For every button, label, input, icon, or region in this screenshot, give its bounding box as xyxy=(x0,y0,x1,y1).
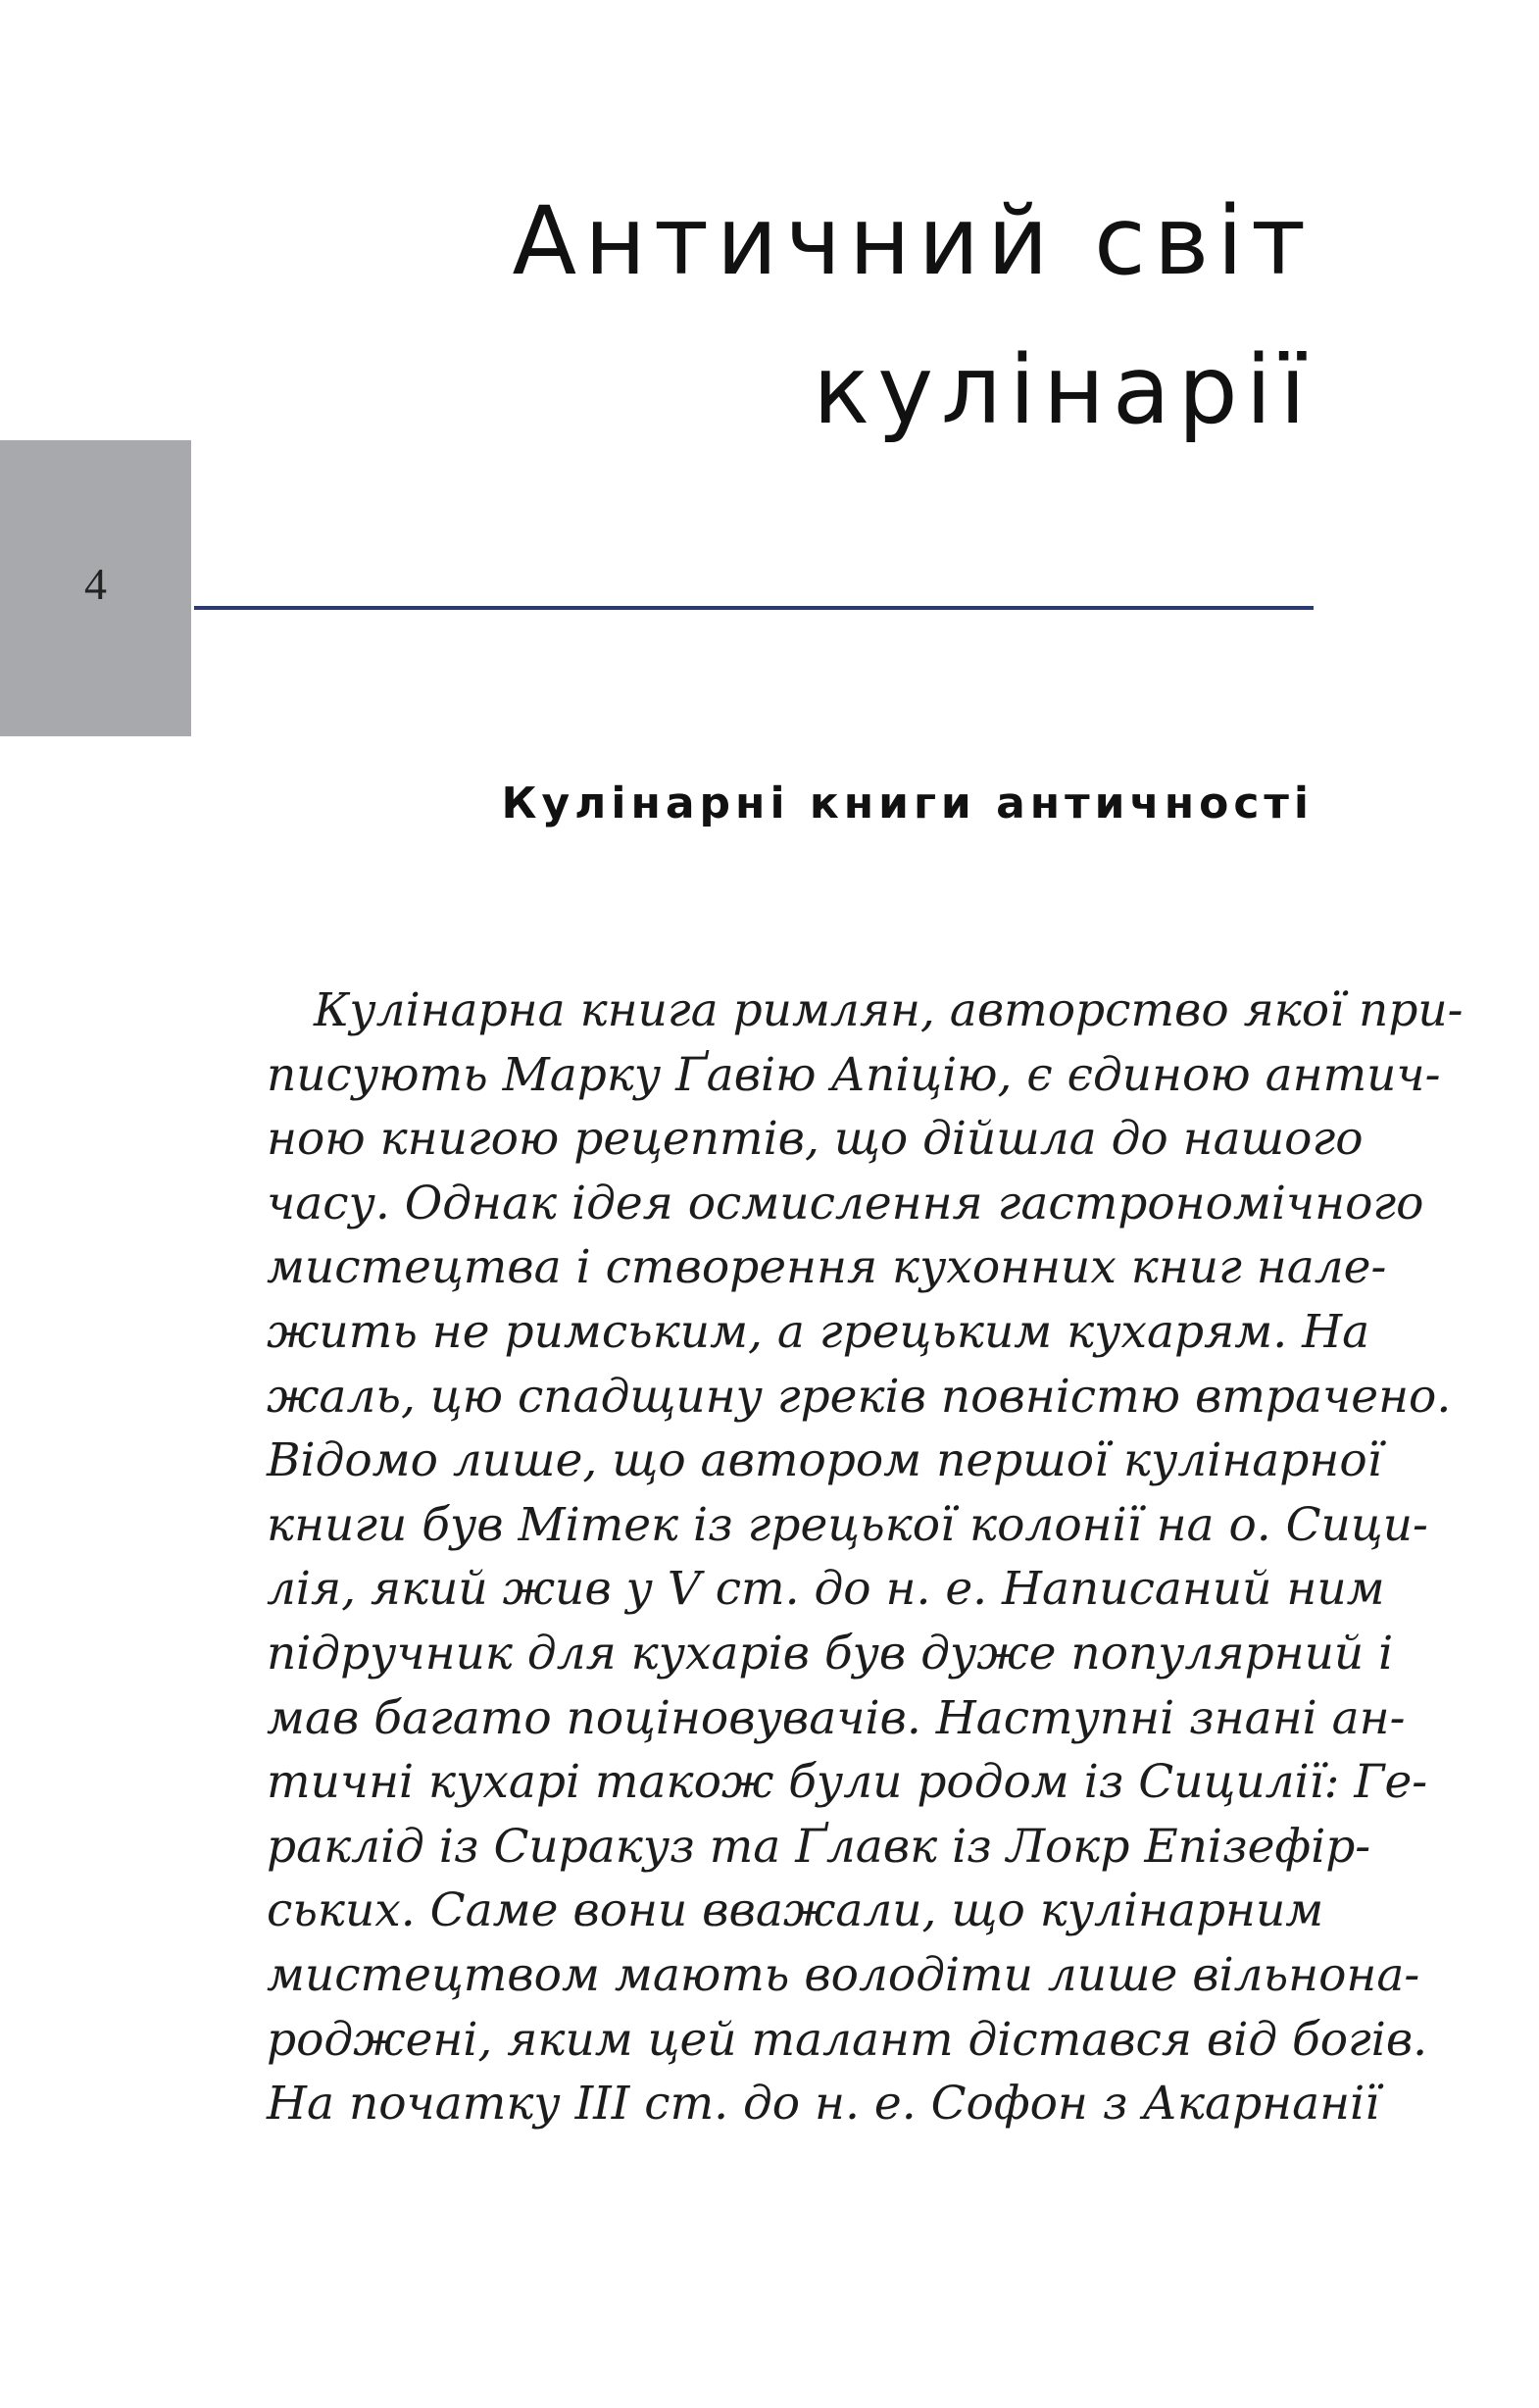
body-line: жаль, цю спадщину греків повністю втрачено. xyxy=(267,1369,1452,1424)
horizontal-rule xyxy=(194,606,1314,610)
body-line: мистецтва і створення кухонних книг нале- xyxy=(267,1240,1387,1295)
body-line: мистецтвом мають володіти лише вільнона- xyxy=(267,1947,1420,2002)
chapter-title-line-2: кулінарії xyxy=(813,335,1314,445)
body-line: лія, який жив у V ст. до н. е. Написаний ним xyxy=(267,1562,1385,1617)
page-number: 4 xyxy=(84,559,107,609)
body-line: ною книгою рецептів, що дійшла до нашого xyxy=(267,1112,1364,1167)
body-line: підручник для кухарів був дуже популярний і xyxy=(267,1626,1394,1681)
body-line: книги був Мітек із грецької колонії на о. Сици- xyxy=(267,1497,1428,1552)
section-heading: Кулінарні книги античності xyxy=(501,778,1314,828)
body-line: писують Марку Ґавію Апіцію, є єдиною антич- xyxy=(267,1047,1441,1102)
body-line: тичні кухарі також були родом із Сицилії: Ге- xyxy=(267,1755,1428,1810)
body-line: ських. Саме вони вважали, що кулінарним xyxy=(267,1883,1324,1938)
body-line: жить не римським, а грецьким кухарям. На xyxy=(267,1304,1370,1359)
body-line: Відомо лише, що автором першої кулінарної xyxy=(267,1433,1382,1488)
body-line: раклід із Сиракуз та Ґлавк із Локр Епізефір- xyxy=(267,1819,1371,1874)
body-paragraph xyxy=(267,978,1464,2136)
body-line: мав багато поціновувачів. Наступні знані ан- xyxy=(267,1690,1406,1745)
chapter-title xyxy=(513,167,1314,465)
chapter-title-line-1: Античний світ xyxy=(512,186,1314,296)
body-line: На початку III ст. до н. е. Софон з Акарнанії xyxy=(267,2077,1380,2132)
body-line: Кулінарна книга римлян, авторство якої при- xyxy=(314,983,1464,1037)
body-line: часу. Однак ідея осмислення гастрономічного xyxy=(267,1176,1424,1230)
body-line: роджені, яким цей талант дістався від богів. xyxy=(267,2012,1428,2067)
